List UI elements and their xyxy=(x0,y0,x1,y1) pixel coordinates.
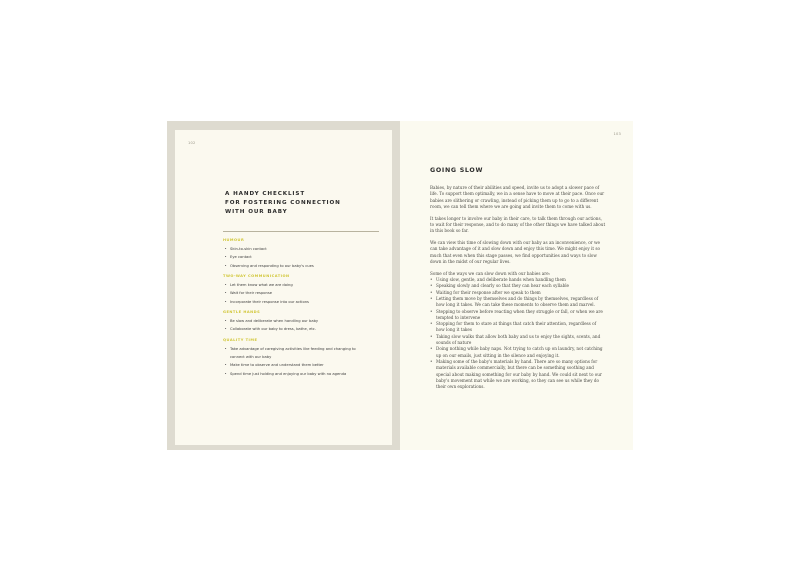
checklist-item: • Collaborate with our baby to dress, bathe, etc. xyxy=(223,325,383,333)
checklist-item: • Observing and responding to our baby's cues xyxy=(223,262,383,270)
bullet-item: • Letting them move by themselves and do things by themselves, regardless of how long it takes. We can take these moments to observe them and marvel. xyxy=(430,296,606,309)
section-title: GOING SLOW xyxy=(430,167,484,174)
bullet-item: • Making some of the baby's materials by hand. There are so many options for materials available commercially, but there can be something soothing and special about making something for our baby by hand. We could sit next to our baby's movement mat while we are working, so they can see us while they do their own explorations. xyxy=(430,359,606,390)
checklist-item: • Skin-to-skin contact xyxy=(223,245,383,253)
divider xyxy=(223,231,379,232)
checklist-title-line: FOR FOSTERING CONNECTION xyxy=(225,200,341,207)
paragraph: We can view this time of slowing down with our baby as an inconvenience, or we can take advantage of it and slow down and enjoy this time. We might enjoy it so much that even when this stage passes, we find opportunities and ways to slow down in the midst of our regular lives. xyxy=(430,240,600,264)
bullet-item: • Stopping for them to stare at things that catch their attention, regardless of how long it takes xyxy=(430,321,606,334)
checklist-item: • Be slow and deliberate when handling our baby xyxy=(223,317,383,325)
right-page xyxy=(400,121,633,450)
checklist-card xyxy=(175,130,392,445)
checklist-item: • Incorporate their response into our actions xyxy=(223,298,383,306)
bullet-item: • Using slow, gentle, and deliberate hands when handling them xyxy=(430,277,606,283)
bullet-item: • Doing nothing while baby naps. Not trying to catch up on laundry, not catching up on our emails, just sitting in the silence and enjoying it. xyxy=(430,346,606,359)
right-page-number: 103 xyxy=(613,132,621,136)
checklist-item: • Take advantage of caregiving activities like feeding and changing to connect with our baby xyxy=(223,345,366,362)
bullet-item: • Taking slow walks that allow both baby and us to enjoy the sights, scents, and sounds of nature xyxy=(430,334,606,347)
section-list-gentle-hands xyxy=(223,317,383,334)
bullet-item: • Waiting for their response after we speak to them xyxy=(430,290,606,296)
checklist-item: • Let them know what we are doing xyxy=(223,281,383,289)
paragraph: Some of the ways we can slow down with our babies are: xyxy=(430,270,551,276)
checklist-item: • Make time to observe and understand them better xyxy=(223,361,383,369)
section-list-quality-time xyxy=(223,345,383,378)
section-list-humour xyxy=(223,245,383,270)
section-heading-quality-time: QUALITY TIME xyxy=(223,337,258,342)
checklist-item: • Wait for their response xyxy=(223,289,383,297)
checklist-title xyxy=(225,190,341,218)
checklist-title-line: A HANDY CHECKLIST xyxy=(225,191,306,197)
checklist-item: • Spend time just holding and enjoying our baby with no agenda xyxy=(223,370,383,378)
section-list-communication xyxy=(223,281,383,306)
checklist-sections xyxy=(223,234,383,378)
bullet-list xyxy=(430,277,606,390)
checklist-item: • Eye contact xyxy=(223,253,383,261)
paragraph: Babies, by nature of their abilities and speed, invite us to adopt a slower pace of life. To support them optimally, we in a sense have to move at their pace. Once our babies are slithering or crawling, instead of picking them up to go to a different room, we can tell them where we are going and invite them to come with us. xyxy=(430,185,605,209)
section-heading-communication: TWO-WAY COMMUNICATION xyxy=(223,273,290,278)
bullet-item: • Stepping to observe before reacting when they struggle or fall, or when we are tempted to intervene xyxy=(430,309,606,322)
paragraph: It takes longer to involve our baby in their care, to talk them through our actions, to wait for their response, and to do many of the other things we have talked about in this book so far. xyxy=(430,215,606,234)
body-text xyxy=(430,185,606,390)
section-heading-humour: HUMOUR xyxy=(223,238,245,242)
book-spread xyxy=(167,121,633,450)
left-page-number: 102 xyxy=(188,141,196,145)
checklist-title-line: WITH OUR BABY xyxy=(225,209,288,216)
section-heading-gentle-hands: GENTLE HANDS xyxy=(223,309,261,314)
left-page-background xyxy=(167,121,400,450)
bullet-item: • Speaking slowly and clearly so that they can hear each syllable xyxy=(430,283,606,289)
